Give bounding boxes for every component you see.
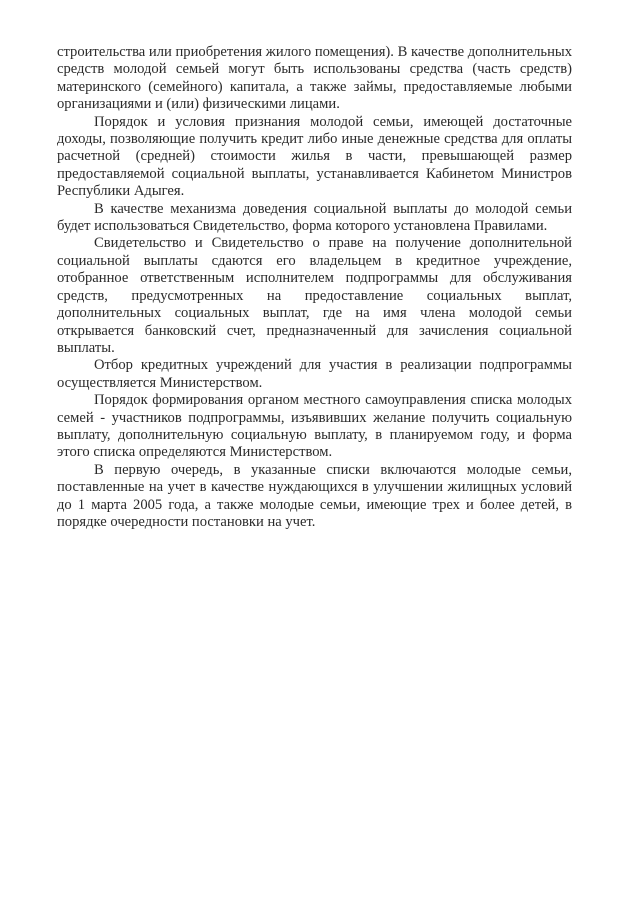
paragraph-list-formation: Порядок формирования органом местного самоуправления списка молодых семей - участников подпрограммы, изъявивших желание получить социальную выплату, дополнительную социальную выплату, в планируемом году, и форма этого списка определяются Министерством. [57, 392, 572, 461]
paragraph-continuation: строительства или приобретения жилого помещения). В качестве дополнительных средств молодой семьей могут быть использованы средства (часть средств) материнского (семейного) капитала, а также займы, предоставляемые любыми организациями и (или) физическими лицами. [57, 44, 572, 113]
paragraph-priority: В первую очередь, в указанные списки включаются молодые семьи, поставленные на учет в качестве нуждающихся в улучшении жилищных условий до 1 марта 2005 года, а также молодые семьи, имеющие трех и более детей, в порядке очередности постановки на учет. [57, 461, 572, 530]
paragraph-certificate-submission: Свидетельство и Свидетельство о праве на получение дополнительной социальной выплаты сдаются его владельцем в кредитное учреждение, отобранное ответственным исполнителем подпрограммы для обслуживания средств, предусмотренных на предоставление социальных выплат, дополнительных социальных выплат, где на имя члена молодой семьи открывается банковский счет, предназначенный для зачисления социальной выплаты. [57, 235, 572, 356]
paragraph-credit-institution-selection: Отбор кредитных учреждений для участия в реализации подпрограммы осуществляется Министерством. [57, 357, 572, 391]
paragraph-certificate-mechanism: В качестве механизма доведения социальной выплаты до молодой семьи будет использоваться Свидетельство, форма которого установлена Правилами. [57, 200, 572, 235]
paragraph-young-family-criteria: Порядок и условия признания молодой семьи, имеющей достаточные доходы, позволяющие получить кредит либо иные денежные средства для оплаты расчетной (средней) стоимости жилья в части, превышающей размер предоставляемой социальной выплаты, устанавливается Кабинетом Министров Республики Адыгея. [57, 113, 572, 200]
document-body [57, 44, 572, 531]
